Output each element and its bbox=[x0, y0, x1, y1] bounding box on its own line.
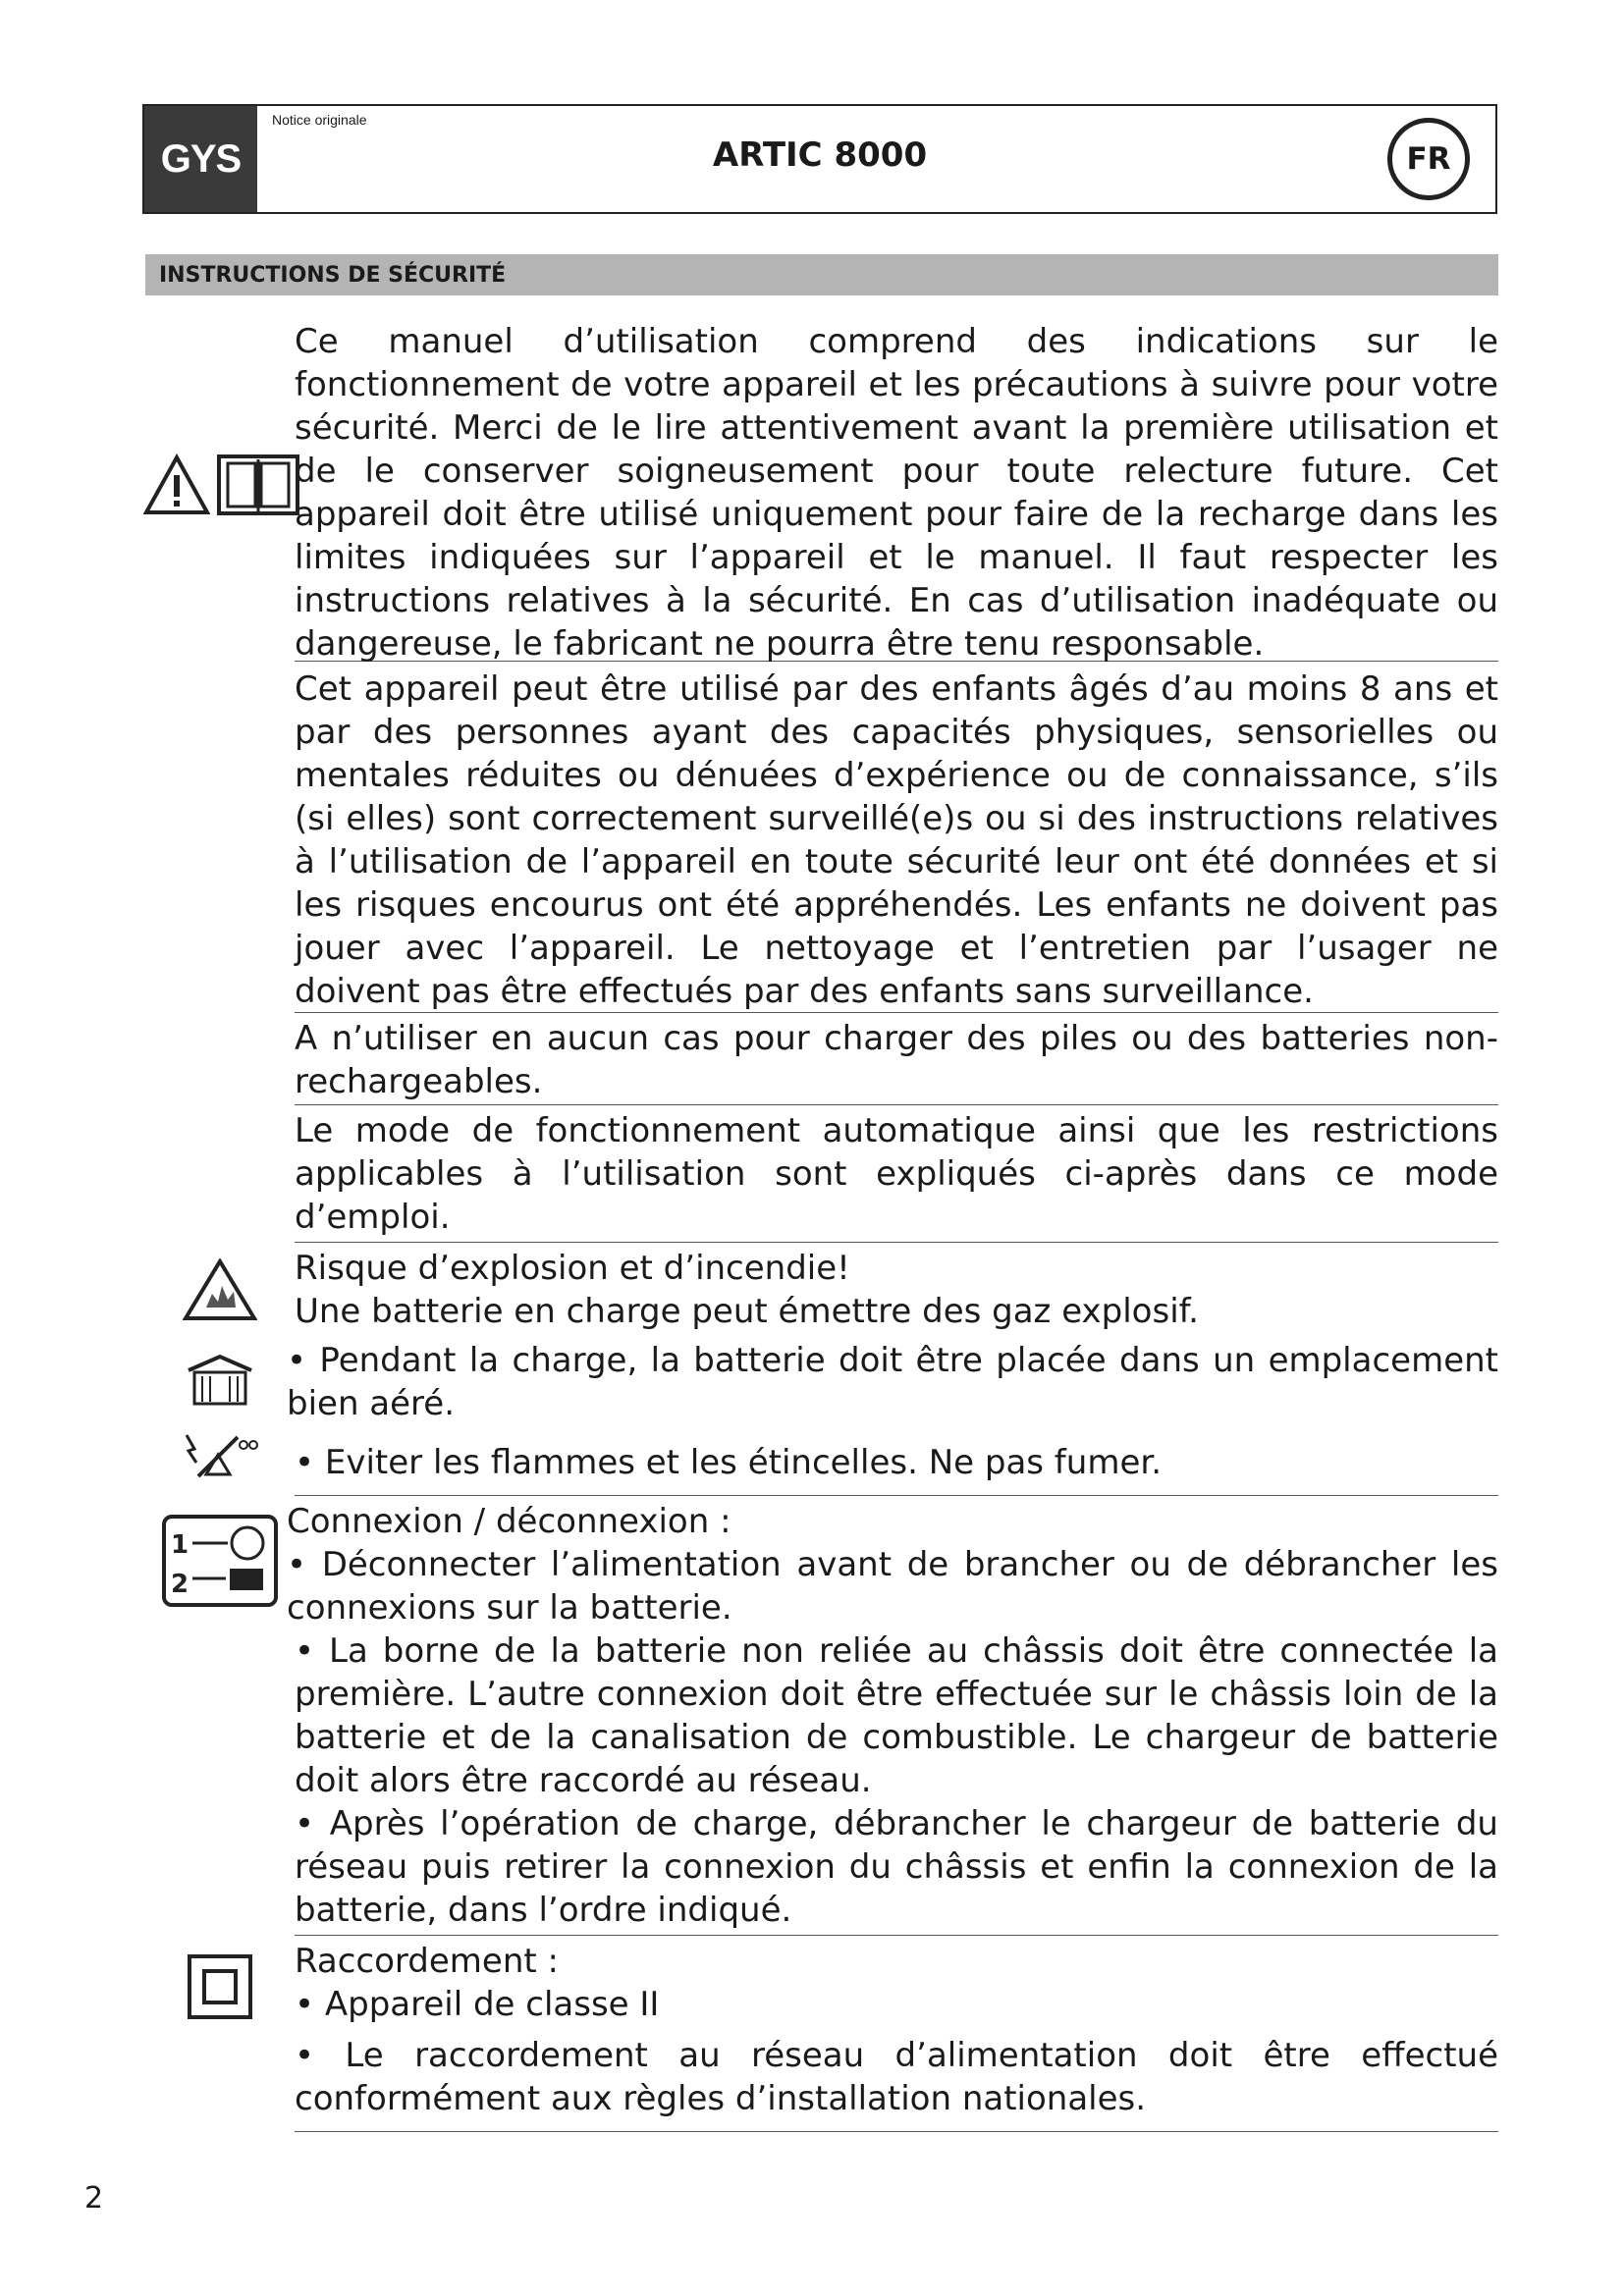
paragraph: Le mode de fonctionnement automatique ainsi que les restrictions applicables à l’utilisation sont expliqués ci-après dans ce mode d’emploi. bbox=[295, 1111, 1498, 1237]
safety-block-children bbox=[295, 664, 1498, 1013]
page-number: 2 bbox=[84, 2181, 104, 2216]
paragraph: Connexion / déconnexion : bbox=[287, 1502, 731, 1541]
language-badge: FR bbox=[1387, 118, 1470, 200]
safety-block-connection bbox=[287, 1498, 1498, 1936]
paragraph: • Pendant la charge, la batterie doit être placée dans un emplacement bien aéré. bbox=[287, 1341, 1498, 1423]
paragraph: Raccordement : bbox=[295, 1942, 559, 1981]
paragraph: Cet appareil peut être utilisé par des enfants âgés d’au moins 8 ans et par des personnes ayant des capacités physiques, sensorielles ou mentales réduites ou dénuées d’expérience ou de connaissance, s’ils (si elles) sont correctement surveillé(e)s ou si des instructions relatives à l’utilisation de l’appareil en toute sécurité leur ont été données et si les risques encourus ont été appréhendés. Les enfants ne doivent pas jouer avec l’appareil. Le nettoyage et l’entretien par l’usager ne doivent pas être effectués par des enfants sans surveillance. bbox=[295, 669, 1498, 1011]
safety-block-non-rechargeable bbox=[295, 1015, 1498, 1105]
paragraph: A n’utiliser en aucun cas pour charger des piles ou des batteries non-rechargeables. bbox=[295, 1019, 1498, 1101]
manual-book-icon bbox=[216, 454, 300, 516]
class-ii-icon bbox=[187, 1953, 253, 2020]
connection-order-icon bbox=[161, 1514, 279, 1608]
svg-text:2: 2 bbox=[171, 1570, 189, 1599]
section-title: INSTRUCTIONS DE SÉCURITÉ bbox=[145, 254, 1498, 295]
notice-label: Notice originale bbox=[272, 112, 367, 128]
paragraph: Risque d’explosion et d’incendie! bbox=[295, 1249, 850, 1288]
paragraph: Une batterie en charge peut émettre des gaz explosif. bbox=[295, 1292, 1199, 1331]
paragraph: • Eviter les flammes et les étincelles. Ne pas fumer. bbox=[295, 1443, 1163, 1482]
paragraph: • Le raccordement au réseau d’alimentation doit être effectué conformément aux règles d’installation nationales. bbox=[295, 2036, 1498, 2118]
paragraph: • Après l’opération de charge, débrancher le chargeur de batterie du réseau puis retirer la connexion du châssis et enfin la connexion de la batterie, dans l’ordre indiqué. bbox=[295, 1804, 1498, 1930]
warning-icon bbox=[143, 454, 210, 516]
explosion-warning-icon bbox=[183, 1258, 257, 1321]
model-title: ARTIC 8000 bbox=[712, 135, 928, 175]
document-header bbox=[142, 104, 1497, 214]
paragraph: Ce manuel d’utilisation comprend des indications sur le fonctionnement de votre appareil et les précautions à suivre pour votre sécurité. Merci de le lire attentivement avant la première utilisation et de le conserver soigneusement pour toute relecture future. Cet appareil doit être utilisé uniquement pour faire de la recharge dans les limites indiquées sur l’appareil et le manuel. Il faut respecter les instructions relatives à la sécurité. En cas d’utilisation inadéquate ou dangereuse, le fabricant ne pourra être tenu responsable. bbox=[295, 322, 1498, 664]
paragraph: • La borne de la batterie non reliée au châssis doit être connectée la première. L’autre connexion doit être effectuée sur le châssis loin de la batterie et de la canalisation de combustible. Le chargeur de batterie doit alors être raccordé au réseau. bbox=[295, 1631, 1498, 1800]
safety-block-explosion bbox=[287, 1245, 1498, 1496]
gys-logo: GYS bbox=[144, 106, 257, 212]
safety-block-automatic-mode bbox=[295, 1107, 1498, 1243]
ventilated-room-icon bbox=[185, 1353, 255, 1408]
svg-text:1: 1 bbox=[171, 1530, 189, 1560]
paragraph: • Appareil de classe II bbox=[295, 1985, 660, 2024]
safety-block-power-connection bbox=[295, 1938, 1498, 2132]
paragraph: • Déconnecter l’alimentation avant de brancher ou de débrancher les connexions sur la batterie. bbox=[287, 1545, 1498, 1628]
safety-block-manual bbox=[295, 316, 1498, 662]
no-flames-icon bbox=[179, 1429, 259, 1480]
